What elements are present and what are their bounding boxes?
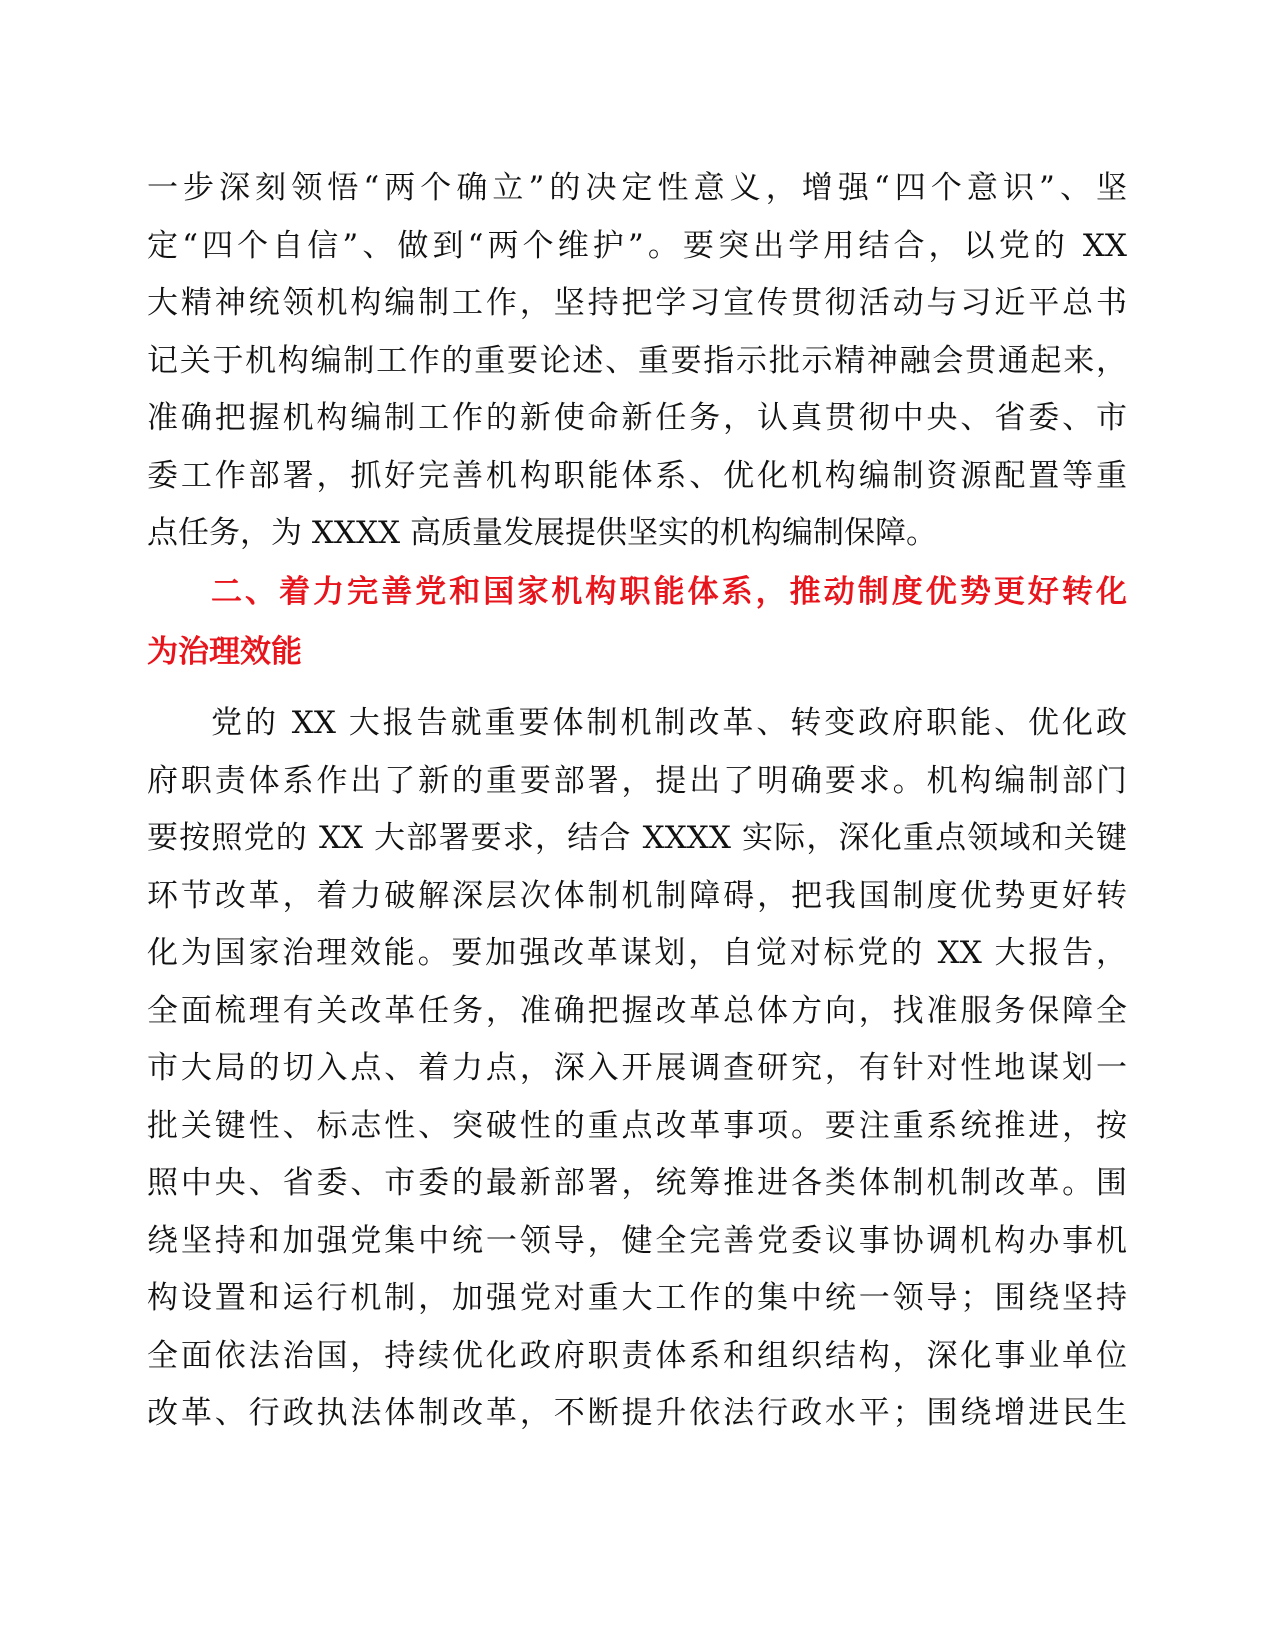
paragraph-line: 绕坚持和加强党集中统一领导，健全完善党委议事协调机构办事机 bbox=[147, 1222, 1127, 1259]
paragraph-line: 要按照党的 XX 大部署要求，结合 XXXX 实际，深化重点领域和关键 bbox=[147, 820, 1127, 856]
paragraph-line: 化为国家治理效能。要加强改革谋划，自觉对标党的 XX 大报告， bbox=[147, 935, 1127, 971]
paragraph-line: 委工作部署，抓好完善机构职能体系、优化机构编制资源配置等重 bbox=[147, 457, 1127, 494]
paragraph-line: 全面梳理有关改革任务，准确把握改革总体方向，找准服务保障全 bbox=[147, 992, 1127, 1029]
heading-line: 二、着力完善党和国家机构职能体系，推动制度优势更好转化 bbox=[211, 574, 1127, 610]
body-paragraph-2 bbox=[147, 695, 1127, 1443]
paragraph-line: 准确把握机构编制工作的新使命新任务，认真贯彻中央、省委、市 bbox=[147, 400, 1127, 436]
paragraph-line: 市大局的切入点、着力点，深入开展调查研究，有针对性地谋划一 bbox=[147, 1050, 1127, 1086]
body-paragraph-1 bbox=[147, 160, 1127, 563]
paragraph-line: 记关于机构编制工作的重要论述、重要指示批示精神融会贯通起来， bbox=[147, 342, 1127, 379]
paragraph-line: 府职责体系作出了新的重要部署，提出了明确要求。机构编制部门 bbox=[147, 762, 1127, 799]
paragraph-line: 照中央、省委、市委的最新部署，统筹推进各类体制机制改革。围 bbox=[147, 1165, 1127, 1201]
paragraph-line: 全面依法治国，持续优化政府职责体系和组织结构，深化事业单位 bbox=[147, 1337, 1127, 1374]
paragraph-line: 大精神统领机构编制工作，坚持把学习宣传贯彻活动与习近平总书 bbox=[147, 285, 1127, 321]
paragraph-line: 点任务，为 XXXX 高质量发展提供坚实的机构编制保障。 bbox=[147, 515, 937, 551]
paragraph-line: 党的 XX 大报告就重要体制机制改革、转变政府职能、优化政 bbox=[211, 705, 1127, 741]
paragraph-line: 构设置和运行机制，加强党对重大工作的集中统一领导；围绕坚持 bbox=[147, 1280, 1127, 1316]
paragraph-line: 批关键性、标志性、突破性的重点改革事项。要注重系统推进，按 bbox=[147, 1107, 1127, 1144]
paragraph-line: 环节改革，着力破解深层次体制机制障碍，把我国制度优势更好转 bbox=[147, 877, 1127, 914]
heading-line: 为治理效能 bbox=[147, 634, 302, 670]
paragraph-line: 一步深刻领悟“两个确立”的决定性意义，增强“四个意识”、坚 bbox=[147, 170, 1127, 206]
paragraph-line: 改革、行政执法体制改革，不断提升依法行政水平；围绕增进民生 bbox=[147, 1395, 1127, 1431]
section-heading-2 bbox=[147, 562, 1127, 682]
paragraph-line: 定“四个自信”、做到“两个维护”。要突出学用结合，以党的 XX bbox=[147, 227, 1127, 264]
